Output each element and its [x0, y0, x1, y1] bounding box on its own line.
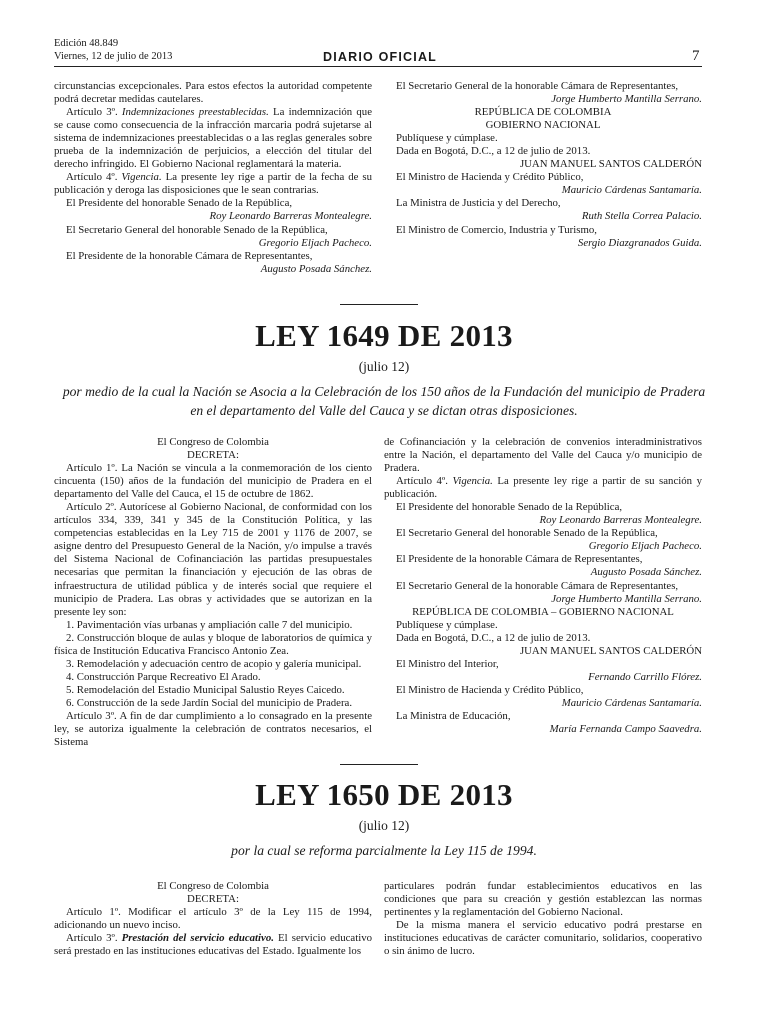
paragraph: Dada en Bogotá, D.C., a 12 de julio de 2013. — [396, 631, 591, 644]
header-rule — [54, 66, 702, 67]
article-text: La presente ley rige a partir de la fecha de su publicación y deroga las disposiciones que le sean contrarias. — [54, 171, 372, 197]
centered-heading: REPÚBLICA DE COLOMBIA – GOBIERNO NACIONAL — [412, 605, 674, 618]
law-1650-date: (julio 12) — [358, 818, 410, 833]
paragraph: El Secretario General de la honorable Cámara de Representantes, — [396, 579, 679, 592]
paragraph: El Presidente del honorable Senado de la República, — [396, 501, 623, 514]
signature-name: Mauricio Cárdenas Santamaría. — [561, 184, 702, 197]
signature-name: Roy Leonardo Barreras Montealegre. — [539, 514, 702, 527]
paragraph: particulares podrán fundar establecimientos educativos en las condiciones que para su creación y gestión establezcan las normas pertinentes y la reglamentación del Gobierno Nacional. — [384, 880, 702, 919]
law-1649-date: (julio 12) — [358, 359, 410, 374]
article-text: La indemnización que se cause como consecuencia de la infracción marcaria podrá sujetarse al sistema de indemnizaciones preestablecidas o a las reglas generales sobre prueba de la indemnización de perjuicios, a elección del titular del derecho infringido. El Gobierno Nacional reglamentará la materia. — [54, 106, 373, 171]
page-number: 7 — [692, 48, 700, 64]
paragraph: La Ministra de Justicia y del Derecho, — [396, 197, 561, 210]
signature-name: JUAN MANUEL SANTOS CALDERÓN — [519, 158, 702, 171]
paragraph: La Ministra de Educación, — [396, 709, 511, 722]
signature-name: Jorge Humberto Mantilla Serrano. — [551, 592, 702, 605]
law-1649-description: por medio de la cual la Nación se Asocia a la Celebración de los 150 años de la Fundación del municipio de Pradera en el departamento del Valle del Cauca y se dictan otras disposiciones. — [62, 384, 706, 418]
section-divider — [340, 304, 418, 305]
article-text: La Nación se vincula a la conmemoración de los ciento cincuenta (150) años de la fundación del municipio de Pradera en el departamento del Valle del Cauca, el 15 de octubre de 1862. — [54, 462, 372, 501]
article-text: A fin de dar cumplimiento a lo consagrado en la presente ley, se autoriza igualmente la celebración de contratos necesarios, el Sistema — [54, 709, 372, 749]
article-heading: Vigencia. — [121, 171, 166, 184]
paragraph: El Secretario General de la honorable Cámara de Representantes, — [396, 80, 679, 92]
signature-name: Gregorio Eljach Pacheco. — [258, 236, 372, 249]
article-paragraph — [54, 171, 372, 197]
article-heading: Vigencia. — [452, 475, 498, 488]
signature-name: Ruth Stella Correa Palacio. — [581, 210, 702, 223]
paragraph: El Presidente de la honorable Cámara de Representantes, — [396, 553, 643, 566]
article-label: Artículo 3º. — [66, 932, 122, 945]
paragraph: 6. Construcción de la sede Jardín Social del municipio de Pradera. — [66, 696, 353, 709]
article-label: Artículo 3º. — [66, 106, 122, 119]
signature-name: Augusto Posada Sánchez. — [590, 566, 702, 579]
signature-name: Gregorio Eljach Pacheco. — [588, 540, 702, 553]
centered-heading: DECRETA: — [187, 893, 239, 906]
paragraph: 5. Remodelación del Estadio Municipal Salustio Reyes Caicedo. — [66, 683, 345, 696]
paragraph: 4. Construcción Parque Recreativo El Arado. — [66, 670, 261, 683]
article-text: Autorícese al Gobierno Nacional, de conformidad con los artículos 334, 339, 341 y 345 de la Constitución Política, y las competencias establecidas en la Ley 715 de 2001 y 1176 de 2007, se asigne dentro del Presupuesto General de la Nación, y/o impulse a través del Sistema Nacional de Cofinanciación las partidas presupuestales necesarias que permitan la financiación y ejecución de las obras de infraestructura de utilidad pública y de interés social que requiere el municipio de Pradera. Las obras y actividades que se autorizan en la presente ley son: — [54, 501, 372, 618]
signature-name: Augusto Posada Sánchez. — [260, 262, 372, 275]
paragraph: El Ministro del Interior, — [396, 657, 499, 670]
article-label: Artículo 3º. — [66, 709, 120, 722]
signature-name: Sergio Diazgranados Guida. — [577, 236, 702, 249]
article-text: La presente ley rige a partir de su sanción y publicación. — [384, 475, 702, 501]
paragraph: El Secretario General del honorable Senado de la República, — [396, 527, 658, 540]
article-paragraph — [54, 501, 372, 618]
article-paragraph — [54, 462, 372, 501]
law-1650-right-column — [384, 880, 702, 958]
paragraph: 3. Remodelación y adecuación centro de acopio y galería municipal. — [66, 657, 362, 670]
article-paragraph — [54, 906, 372, 932]
prev-law-right-column — [384, 80, 702, 250]
paragraph: El Ministro de Comercio, Industria y Turismo, — [396, 223, 597, 236]
signature-name: Fernando Carrillo Flórez. — [588, 670, 702, 683]
signature-name: JUAN MANUEL SANTOS CALDERÓN — [519, 644, 702, 657]
paragraph: 1. Pavimentación vías urbanas y ampliación calle 7 del municipio. — [66, 618, 353, 631]
section-divider — [340, 764, 418, 765]
paragraph: El Ministro de Hacienda y Crédito Público, — [396, 171, 584, 184]
signature-name: Roy Leonardo Barreras Montealegre. — [209, 210, 372, 223]
issue-date: Viernes, 12 de julio de 2013 — [54, 51, 173, 62]
centered-heading: REPÚBLICA DE COLOMBIA — [474, 106, 612, 119]
article-paragraph — [54, 710, 372, 749]
signature-name: Jorge Humberto Mantilla Serrano. — [551, 93, 702, 106]
law-1650-description: por la cual se reforma parcialmente la Ley 115 de 1994. — [231, 843, 537, 858]
signature-name: María Fernanda Campo Saavedra. — [549, 723, 702, 736]
centered-heading: El Congreso de Colombia — [157, 436, 269, 448]
centered-heading: El Congreso de Colombia — [157, 880, 269, 892]
law-1649-left-column — [54, 436, 372, 749]
paragraph: El Ministro de Hacienda y Crédito Público, — [396, 683, 584, 696]
centered-heading: GOBIERNO NACIONAL — [485, 119, 601, 132]
paragraph: El Presidente del honorable Senado de la República, — [66, 197, 293, 210]
law-1650-title: LEY 1650 DE 2013 — [255, 777, 513, 812]
law-1649-right-column — [384, 436, 702, 736]
paragraph: 2. Construcción bloque de aulas y bloque de laboratorios de química y física de Institución Educativa Francisco Antonio Zea. — [54, 631, 372, 657]
prev-law-left-column — [54, 80, 372, 276]
article-text: El servicio educativo será prestado en las instituciones educativas del Estado. Igualmente los — [54, 932, 372, 958]
paragraph: El Presidente de la honorable Cámara de Representantes, — [66, 249, 313, 262]
paragraph: De la misma manera el servicio educativo podrá prestarse en instituciones educativas de carácter comunitario, solidarios, cooperativo o sin ánimo de lucro. — [384, 919, 702, 958]
article-heading: Prestación del servicio educativo. — [121, 932, 279, 945]
article-label: Artículo 1º. — [66, 462, 122, 475]
paragraph: El Secretario General del honorable Senado de la República, — [66, 223, 328, 236]
article-paragraph — [54, 106, 372, 171]
paragraph: de Cofinanciación y la celebración de convenios interadministrativos entre la Nación, el departamento del Valle del Cauca y/o municipio de Pradera. — [384, 436, 702, 475]
edition-number: Edición 48.849 — [54, 38, 119, 49]
article-paragraph — [54, 932, 372, 958]
law-1649-title: LEY 1649 DE 2013 — [255, 318, 513, 353]
article-label: Artículo 2º. — [66, 501, 120, 514]
publication-name: DIARIO OFICIAL — [323, 50, 438, 64]
law-1650-left-column — [54, 880, 372, 958]
paragraph: Dada en Bogotá, D.C., a 12 de julio de 2013. — [396, 145, 591, 158]
article-text: Modificar el artículo 3º de la Ley 115 de 1994, adicionando un nuevo inciso. — [54, 906, 372, 932]
paragraph: circunstancias excepcionales. Para estos efectos la autoridad competente podrá decretar medidas cautelares. — [54, 80, 372, 106]
article-heading: Indemnizaciones preestablecidas. — [121, 106, 273, 119]
signature-name: Mauricio Cárdenas Santamaría. — [561, 696, 702, 709]
article-paragraph — [384, 475, 702, 501]
article-label: Artículo 4º. — [396, 475, 453, 488]
article-label: Artículo 1º. — [66, 906, 129, 919]
paragraph: Publíquese y cúmplase. — [396, 618, 498, 631]
paragraph: Publíquese y cúmplase. — [396, 132, 498, 145]
article-label: Artículo 4º. — [66, 171, 122, 184]
centered-heading: DECRETA: — [187, 449, 239, 462]
